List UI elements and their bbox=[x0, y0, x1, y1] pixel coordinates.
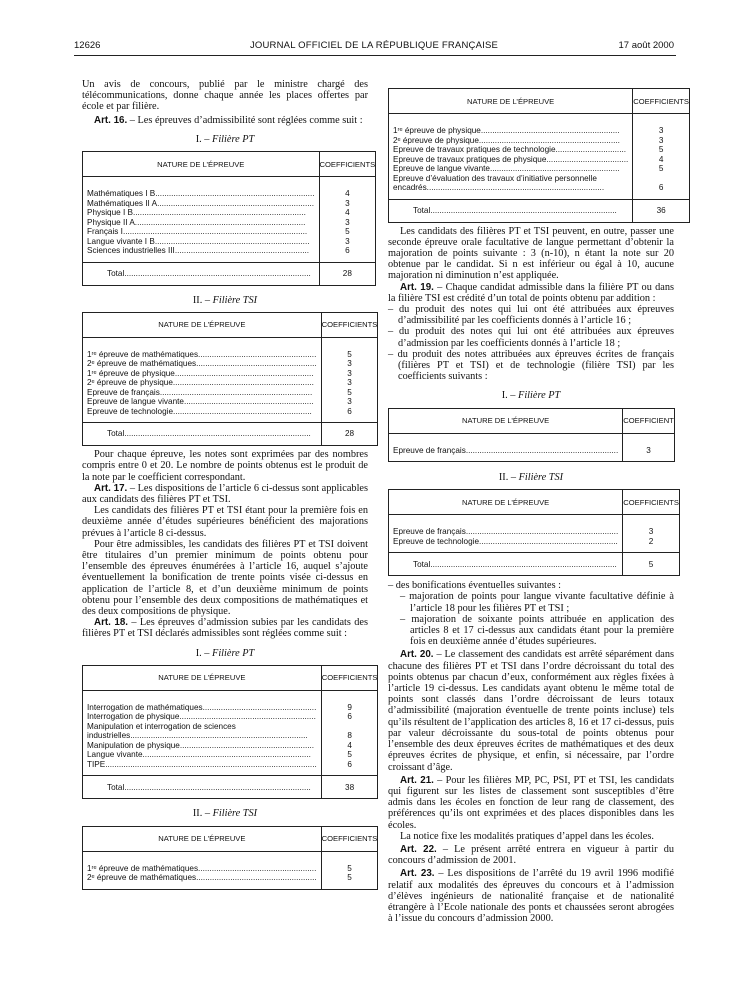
list-item: – majoration de soixante points attribuée en application des articles 8 et 17 ci-dessus aux candidats étant pour la première fois en deuxième année d’études supérieures. bbox=[400, 613, 674, 648]
article-21-paragraph-2: La notice fixe les modalités pratiques d’appel dans les écoles. bbox=[400, 830, 654, 842]
right-column bbox=[388, 88, 689, 925]
table-6-caption: I. – Filière PT bbox=[501, 390, 561, 402]
total-label: Total.................................................................................. bbox=[107, 782, 311, 792]
row-coefficient: 6 bbox=[347, 759, 352, 769]
row-coefficient: 5 bbox=[347, 863, 352, 873]
article-18-text: – Les épreuves d’admission subies par les candidats des filières PT et TSI déclarés admissibles sont réglées comme suit : bbox=[82, 617, 368, 640]
table-3-caption: I. – Filière PT bbox=[195, 647, 255, 659]
row-coefficient: 3 bbox=[347, 397, 352, 407]
table-body-row bbox=[83, 337, 378, 423]
row-coefficient: 6 bbox=[658, 183, 664, 192]
row-coefficient: 5 bbox=[658, 164, 664, 173]
article-17-label: Art. 17. bbox=[94, 482, 128, 494]
page-header bbox=[74, 40, 674, 54]
row-label: Epreuve de français................................................................... bbox=[87, 387, 313, 397]
header-nature: NATURE DE L’ÉPREUVE bbox=[83, 152, 320, 177]
row-label: 2ᵉ épreuve de physique.............................................................. bbox=[393, 135, 620, 145]
row-coefficient: 4 bbox=[658, 154, 664, 164]
header-nature: NATURE DE L’ÉPREUVE bbox=[389, 490, 623, 515]
header-rule bbox=[74, 55, 676, 56]
row-label: Physique II A........................................................................... bbox=[87, 217, 306, 227]
row-coefficient: 5 bbox=[345, 227, 350, 237]
article-20-text: – Le classement des candidats est arrêté séparément dans chacune des filières PT et TSI dans l’ordre décroissant du total des points obtenus par chacun d’eux, conformément aux règles fixées à l’article 19 ci-dessus. Les candidats ayant obtenu le même total de points sont classés dans l’ordre décroissant de leurs totaux d’admissibilité (majoration éventuelle de trente points incluse) tels qu’ils résultent de l’application des articles 8, 16 et 17 ci-dessus, puis par valeur décroissante du sous-total de points obtenus pour l’ensemble des deux épreuves écrites de mathématiques et des deux épreuves écrites de physique, et enfin, si nécessaire, par l’ordre croissant d’âge. bbox=[388, 649, 675, 773]
header-coefficients: COEFFICIENTS bbox=[319, 152, 376, 177]
row-coefficient: 3 bbox=[648, 527, 654, 537]
row-label: 1ʳᵉ épreuve de mathématiques.................................................... bbox=[87, 863, 317, 873]
table-body-row bbox=[389, 114, 690, 200]
row-coefficient: 4 bbox=[345, 208, 350, 218]
total-value: 28 bbox=[321, 423, 378, 446]
journal-title: JOURNAL OFFICIEL DE LA RÉPUBLIQUE FRANÇAISE bbox=[249, 40, 499, 51]
issue-date: 17 août 2000 bbox=[618, 40, 674, 51]
row-coefficient: 4 bbox=[345, 189, 350, 199]
article-16-text: – Les épreuves d’admissibilité sont réglées comme suit : bbox=[127, 114, 363, 126]
table-admissibility-pt bbox=[82, 151, 376, 286]
row-coefficient: 9 bbox=[347, 702, 352, 712]
article-19-label: Art. 19. bbox=[400, 281, 434, 293]
row-label: Epreuve de technologie............................................................. bbox=[87, 406, 312, 416]
row-label: Epreuve de français................................................................... bbox=[393, 527, 619, 537]
article-19-list bbox=[388, 304, 674, 382]
article-21 bbox=[388, 775, 674, 831]
header-nature: NATURE DE L’ÉPREUVE bbox=[83, 312, 322, 337]
total-label: Total.................................................................................. bbox=[107, 268, 311, 278]
row-label: 2ᵉ épreuve de mathématiques..................................................... bbox=[87, 873, 317, 883]
row-label: 1ʳᵉ épreuve de mathématiques.................................................... bbox=[87, 349, 317, 359]
row-coefficient: 3 bbox=[347, 368, 352, 378]
total-label: Total.................................................................................. bbox=[107, 429, 311, 439]
row-label: Epreuve de langue vivante......................................................... bbox=[393, 164, 620, 173]
row-label: Langue vivante I B.................................................................... bbox=[87, 236, 310, 246]
article-17-paragraph-3: Pour être admissibles, les candidats des filières PT et TSI doivent être titulaires d’un premier minimum de points obtenu pour l’ensemble des épreuves énumérées à l’article 16, auquel s’ajoute éventuellement la bonification de trente points visée ci-dessus en application de l’article 8, et d’un deuxième minimum de points obtenu pour l’ensemble des deux compositions de mathématiques et des deux compositions de physique. bbox=[82, 538, 368, 618]
header-nature: NATURE DE L’ÉPREUVE bbox=[83, 665, 322, 690]
total-row bbox=[389, 553, 680, 576]
row-coefficient: 8 bbox=[347, 731, 352, 741]
row-coefficient: 3 bbox=[347, 359, 352, 369]
article-23-label: Art. 23. bbox=[400, 868, 435, 880]
row-label: Manipulation et interrogation de sciences industrielles.............................................................................. bbox=[87, 721, 308, 741]
total-label: Total.................................................................................. bbox=[413, 205, 617, 215]
article-21-label: Art. 21. bbox=[400, 774, 434, 786]
row-label: Français I................................................................................. bbox=[87, 227, 308, 237]
article-19-text: – Chaque candidat admissible dans la filière PT ou dans la filière TSI est crédité d’un total de points obtenu par addition : bbox=[388, 281, 674, 304]
article-18-label: Art. 18. bbox=[94, 617, 128, 629]
row-label: 2ᵉ épreuve de mathématiques..................................................... bbox=[87, 359, 317, 369]
row-coefficient: 3 bbox=[347, 378, 352, 388]
table-body-row bbox=[83, 851, 378, 889]
article-18 bbox=[82, 617, 368, 639]
header-coefficients: COEFFICIENT bbox=[623, 408, 675, 433]
total-value: 5 bbox=[623, 553, 680, 576]
total-row bbox=[83, 423, 378, 446]
header-coefficients: COEFFICIENTS bbox=[321, 826, 378, 851]
notes-paragraph: Pour chaque épreuve, les notes sont exprimées par des nombres compris entre 0 et 20. Le nombre de points obtenus est le produit de la note par le coefficient correspondant. bbox=[82, 449, 368, 483]
row-coefficient: 6 bbox=[347, 712, 352, 722]
table-admission-tsi-part2 bbox=[388, 88, 690, 223]
article-23 bbox=[388, 868, 674, 924]
table-header-row bbox=[389, 490, 680, 515]
row-coefficient: 3 bbox=[658, 126, 664, 135]
list-item: – du produit des notes qui lui ont été attribuées aux épreuves d’admissibilité par les coefficients donnés à l’article 16 ; bbox=[388, 303, 674, 327]
table-header-row bbox=[83, 312, 378, 337]
intro-paragraph: Un avis de concours, publié par le ministre chargé des télécommunications, donne chaque année les places offertes par école et par filière. bbox=[82, 79, 368, 113]
row-coefficient: 6 bbox=[345, 246, 350, 256]
article-22-text: – Le présent arrêté entrera en vigueur à partir du concours d’admission de 2001. bbox=[388, 843, 674, 867]
table-4-caption: II. – Filière TSI bbox=[192, 808, 258, 820]
article-22-label: Art. 22. bbox=[400, 843, 437, 855]
row-coefficient: 2 bbox=[648, 536, 654, 546]
row-label: 2ᵉ épreuve de physique.............................................................. bbox=[87, 378, 314, 388]
row-coefficient: 3 bbox=[345, 217, 350, 227]
header-coefficients: COEFFICIENTS bbox=[321, 312, 378, 337]
list-item: – majoration de points pour langue vivante facultative définie à l’article 18 pour les filières PT et TSI ; bbox=[400, 591, 674, 614]
row-coefficient: 4 bbox=[347, 740, 352, 750]
article-22 bbox=[388, 844, 674, 866]
article-17-paragraph-2: Les candidats des filières PT et TSI étant pour la première fois en deuxième année d’études supérieures bénéficient des majorations prévues à l’article 8 ci-dessus. bbox=[82, 505, 368, 539]
article-23-text: – Les dispositions de l’arrêté du 19 avril 1996 modifié relatif aux modalités des épreuves du concours et à l’admission d’élèves ingénieurs de nationalité française et de nationalité étrangère à l’Ecole nationale des ponts et chaussées seront abrogées à l’issue du concours d’admission 2000. bbox=[388, 868, 674, 925]
table-admissibility-tsi bbox=[82, 312, 378, 447]
table-coef-pt bbox=[388, 408, 675, 463]
article-17-text: – Les dispositions de l’article 6 ci-dessus sont applicables aux candidats des filières PT et TSI. bbox=[82, 482, 369, 506]
row-label: Epreuve d’évaluation des travaux d’initiative personnelle encadrés.............................................................................. bbox=[393, 173, 605, 192]
header-nature: NATURE DE L’ÉPREUVE bbox=[83, 826, 322, 851]
list-item: – des bonifications éventuelles suivantes : bbox=[388, 580, 562, 592]
list-item: – du produit des notes qui lui ont été attribuées aux épreuves d’admission par les coefficients donnés à l’article 18 ; bbox=[388, 326, 674, 349]
total-value: 38 bbox=[321, 776, 378, 799]
article-20 bbox=[388, 649, 674, 772]
row-coefficient: 6 bbox=[347, 406, 352, 416]
row-coefficient: 5 bbox=[347, 873, 352, 883]
table-body-row bbox=[389, 515, 680, 553]
row-coefficient: 3 bbox=[345, 198, 350, 208]
table-admission-pt bbox=[82, 665, 378, 800]
page-number: 12626 bbox=[74, 40, 101, 51]
article-21-text: – Pour les filières MP, PC, PSI, PT et TSI, les candidats qui figurent sur les listes de classement sont susceptibles d’être admis dans les écoles en fonction de leur rang de classement, des préférences qu’ils ont exprimées et des places disponibles dans les écoles. bbox=[388, 774, 674, 831]
left-column bbox=[82, 79, 378, 890]
row-coefficient: 3 bbox=[345, 236, 350, 246]
table-7-caption: II. – Filière TSI bbox=[498, 472, 564, 484]
bonification-list bbox=[388, 580, 674, 647]
table-header-row bbox=[83, 665, 378, 690]
table-header-row bbox=[389, 89, 690, 114]
row-label: Mathématiques II A..................................................................... bbox=[87, 198, 315, 208]
row-coefficient: 5 bbox=[658, 145, 664, 154]
row-label: Interrogation de mathématiques.................................................. bbox=[87, 702, 317, 712]
table-admission-tsi-part1 bbox=[82, 826, 378, 890]
row-label: 1ʳᵉ épreuve de physique............................................................. bbox=[87, 368, 314, 378]
row-label: Epreuve de technologie............................................................. bbox=[393, 536, 618, 546]
article-20-label: Art. 20. bbox=[400, 649, 434, 661]
row-coefficient: 3 bbox=[658, 135, 664, 145]
row-label: Epreuve de langue vivante......................................................... bbox=[87, 397, 314, 407]
table-header-row bbox=[83, 152, 376, 177]
total-value: 28 bbox=[319, 262, 376, 285]
header-coefficients: COEFFICIENTS bbox=[321, 665, 378, 690]
article-16 bbox=[82, 115, 368, 126]
header-coefficients: COEFFICIENTS bbox=[623, 490, 680, 515]
row-label: Physique I B............................................................................ bbox=[87, 208, 306, 218]
row-label: Interrogation de physique............................................................ bbox=[87, 712, 316, 722]
total-label: Total.................................................................................. bbox=[413, 559, 617, 569]
table-body-row bbox=[83, 177, 376, 263]
header-nature: NATURE DE L’ÉPREUVE bbox=[389, 89, 633, 114]
table-body-row bbox=[389, 433, 675, 462]
row-label: Epreuve de travaux pratiques de physique.................................... bbox=[393, 154, 629, 164]
row-label: Langue vivante.......................................................................... bbox=[87, 750, 311, 760]
table-header-row bbox=[389, 408, 675, 433]
article-17 bbox=[82, 483, 368, 505]
total-row bbox=[389, 199, 690, 222]
oral-paragraph: Les candidats des filières PT et TSI peuvent, en outre, passer une seconde épreuve orale facultative de langue permettant d’obtenir la majoration de points suivante : 3 (n-10), n étant la note sur 20 obtenue par le candidat. Si n est inférieur ou égal à 10, aucune majoration ni diminution n’est appliquée. bbox=[388, 225, 674, 282]
row-coefficient: 5 bbox=[347, 387, 352, 397]
row-coefficient: 3 bbox=[646, 445, 651, 455]
list-item: – du produit des notes attribuées aux épreuves écrites de français (filières PT et TSI) et de technologie (filière TSI) par les coefficients suivants : bbox=[388, 348, 674, 383]
row-label: Epreuve de travaux pratiques de technologie............................... bbox=[393, 145, 627, 154]
total-row bbox=[83, 776, 378, 799]
table-coef-tsi bbox=[388, 489, 680, 576]
row-coefficient: 5 bbox=[347, 750, 352, 760]
row-label: Mathématiques I B...................................................................... bbox=[87, 189, 315, 199]
row-label: 1ʳᵉ épreuve de physique............................................................. bbox=[393, 126, 620, 135]
header-coefficients: COEFFICIENTS bbox=[633, 89, 690, 114]
row-label: TIPE............................................................................................. bbox=[87, 759, 317, 769]
article-19 bbox=[388, 282, 674, 304]
table-1-caption: I. – Filière PT bbox=[195, 133, 255, 145]
total-row bbox=[83, 262, 376, 285]
row-label: Manipulation de physique........................................................... bbox=[87, 740, 315, 750]
row-label: Sciences industrielles III........................................................... bbox=[87, 246, 310, 256]
row-coefficient: 5 bbox=[347, 349, 352, 359]
article-16-label: Art. 16. bbox=[94, 114, 128, 126]
table-body-row bbox=[83, 690, 378, 776]
total-value: 36 bbox=[633, 199, 690, 222]
table-header-row bbox=[83, 826, 378, 851]
row-label: Epreuve de français................................................................... bbox=[393, 445, 619, 455]
table-2-caption: II. – Filière TSI bbox=[192, 294, 258, 306]
header-nature: NATURE DE L’ÉPREUVE bbox=[389, 408, 623, 433]
